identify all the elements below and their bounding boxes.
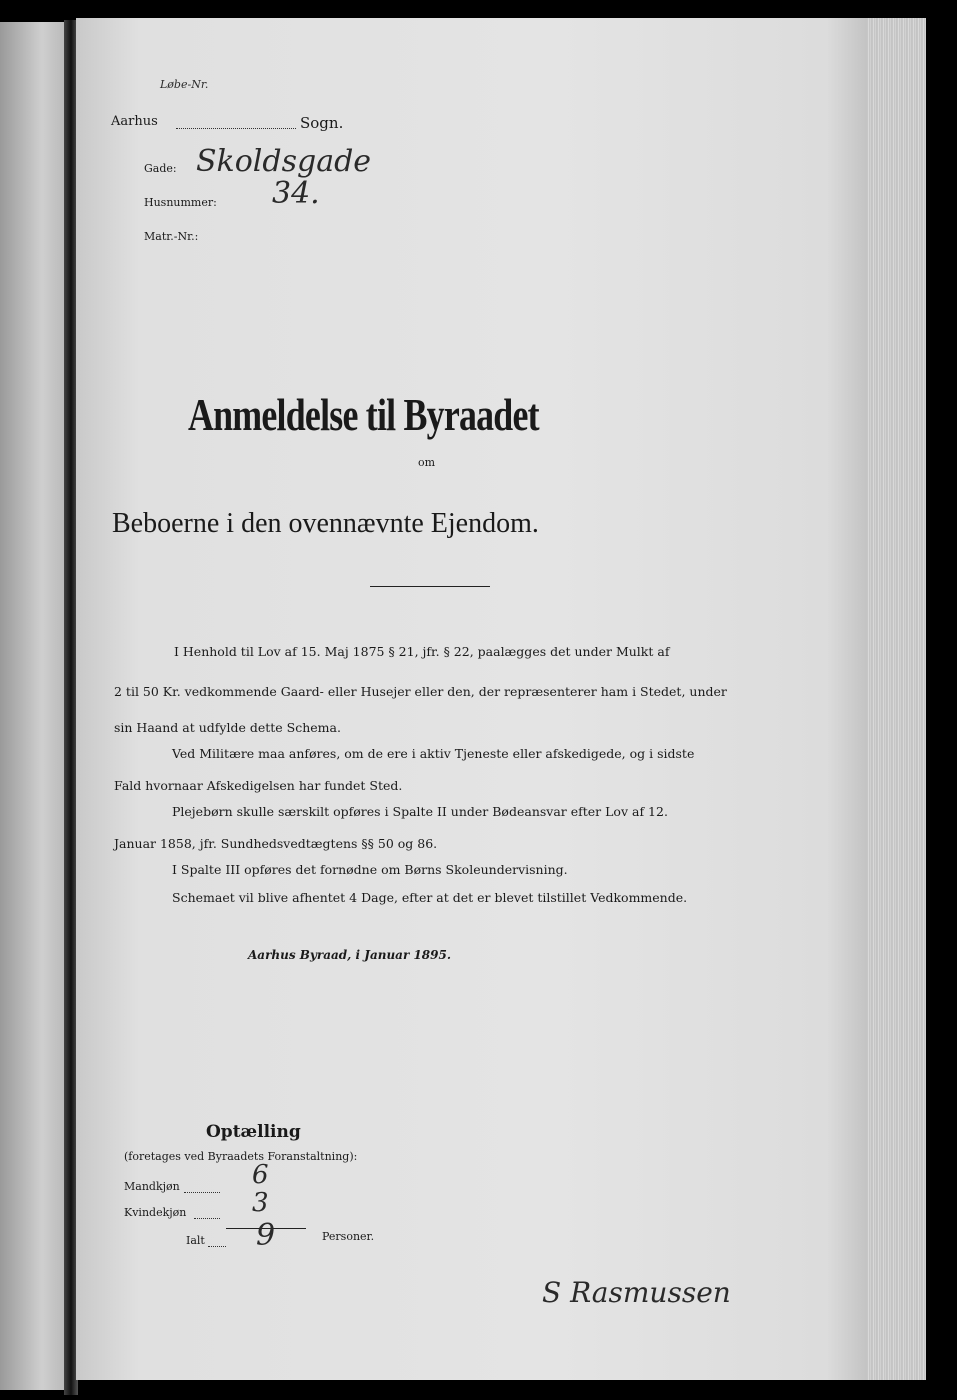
instruction-line-3: sin Haand at udfylde dette Schema. <box>114 720 341 735</box>
instruction-line-1: I Henhold til Lov af 15. Maj 1875 § 21, jfr. § 22, paalægges det under Mulkt af <box>174 644 670 659</box>
instruction-line-8: I Spalte III opføres det fornødne om Børns Skoleundervisning. <box>172 862 568 877</box>
gade-value: Skoldsgade <box>196 144 372 179</box>
instruction-line-6: Plejebørn skulle særskilt opføres i Spalte II under Bødeansvar efter Lov af 12. <box>172 804 668 819</box>
ornament-divider <box>370 586 490 587</box>
instruction-line-4: Ved Militære maa anføres, om de ere i aktiv Tjeneste eller afskedigede, og i sidste <box>172 746 695 761</box>
instruction-line-9: Schemaet vil blive afhentet 4 Dage, efter at det er blevet tilstillet Vedkommende. <box>172 890 688 905</box>
sogn-fill-line <box>176 128 296 129</box>
dateline: Aarhus Byraad, i Januar 1895. <box>248 948 452 962</box>
document-title: Anmeldelse til Byraadet <box>188 389 539 440</box>
lobe-nr-label: Løbe-Nr. <box>160 78 209 91</box>
kvindekjon-label: Kvindekjøn <box>124 1206 187 1219</box>
count-heading: Optælling <box>206 1122 301 1142</box>
sogn-label: Sogn. <box>300 114 344 132</box>
aarhus-label: Aarhus <box>111 114 158 129</box>
matr-label: Matr.-Nr.: <box>144 230 199 243</box>
mandkjon-value: 6 <box>252 1160 269 1190</box>
mandkjon-label: Mandkjøn <box>124 1180 180 1193</box>
kvindekjon-value: 3 <box>252 1188 269 1218</box>
kvindekjon-dots <box>194 1218 220 1219</box>
instruction-line-2: 2 til 50 Kr. vedkommende Gaard- eller Husejer eller den, der repræsenterer ham i Stedet, under <box>114 684 727 699</box>
om-text: om <box>418 456 436 469</box>
instruction-line-7: Januar 1858, jfr. Sundhedsvedtægtens §§ 50 og 86. <box>114 836 438 851</box>
ialt-value: 9 <box>256 1218 276 1253</box>
ialt-dots <box>208 1246 226 1247</box>
gade-label: Gade: <box>144 162 177 175</box>
page-stack-edges <box>860 18 926 1380</box>
mandkjon-dots <box>184 1192 220 1193</box>
document-page <box>76 18 866 1380</box>
personer-label: Personer. <box>322 1230 375 1243</box>
signature: S Rasmussen <box>542 1276 731 1309</box>
instruction-line-5: Fald hvornaar Afskedigelsen har fundet Sted. <box>114 778 403 793</box>
document-subtitle: Beboerne i den ovennævnte Ejendom. <box>112 508 539 539</box>
left-page-edge <box>0 22 70 1390</box>
ialt-label: Ialt <box>186 1234 205 1247</box>
husnummer-label: Husnummer: <box>144 196 217 209</box>
count-note: (foretages ved Byraadets Foranstaltning): <box>124 1150 358 1163</box>
husnummer-value: 34. <box>272 176 320 211</box>
